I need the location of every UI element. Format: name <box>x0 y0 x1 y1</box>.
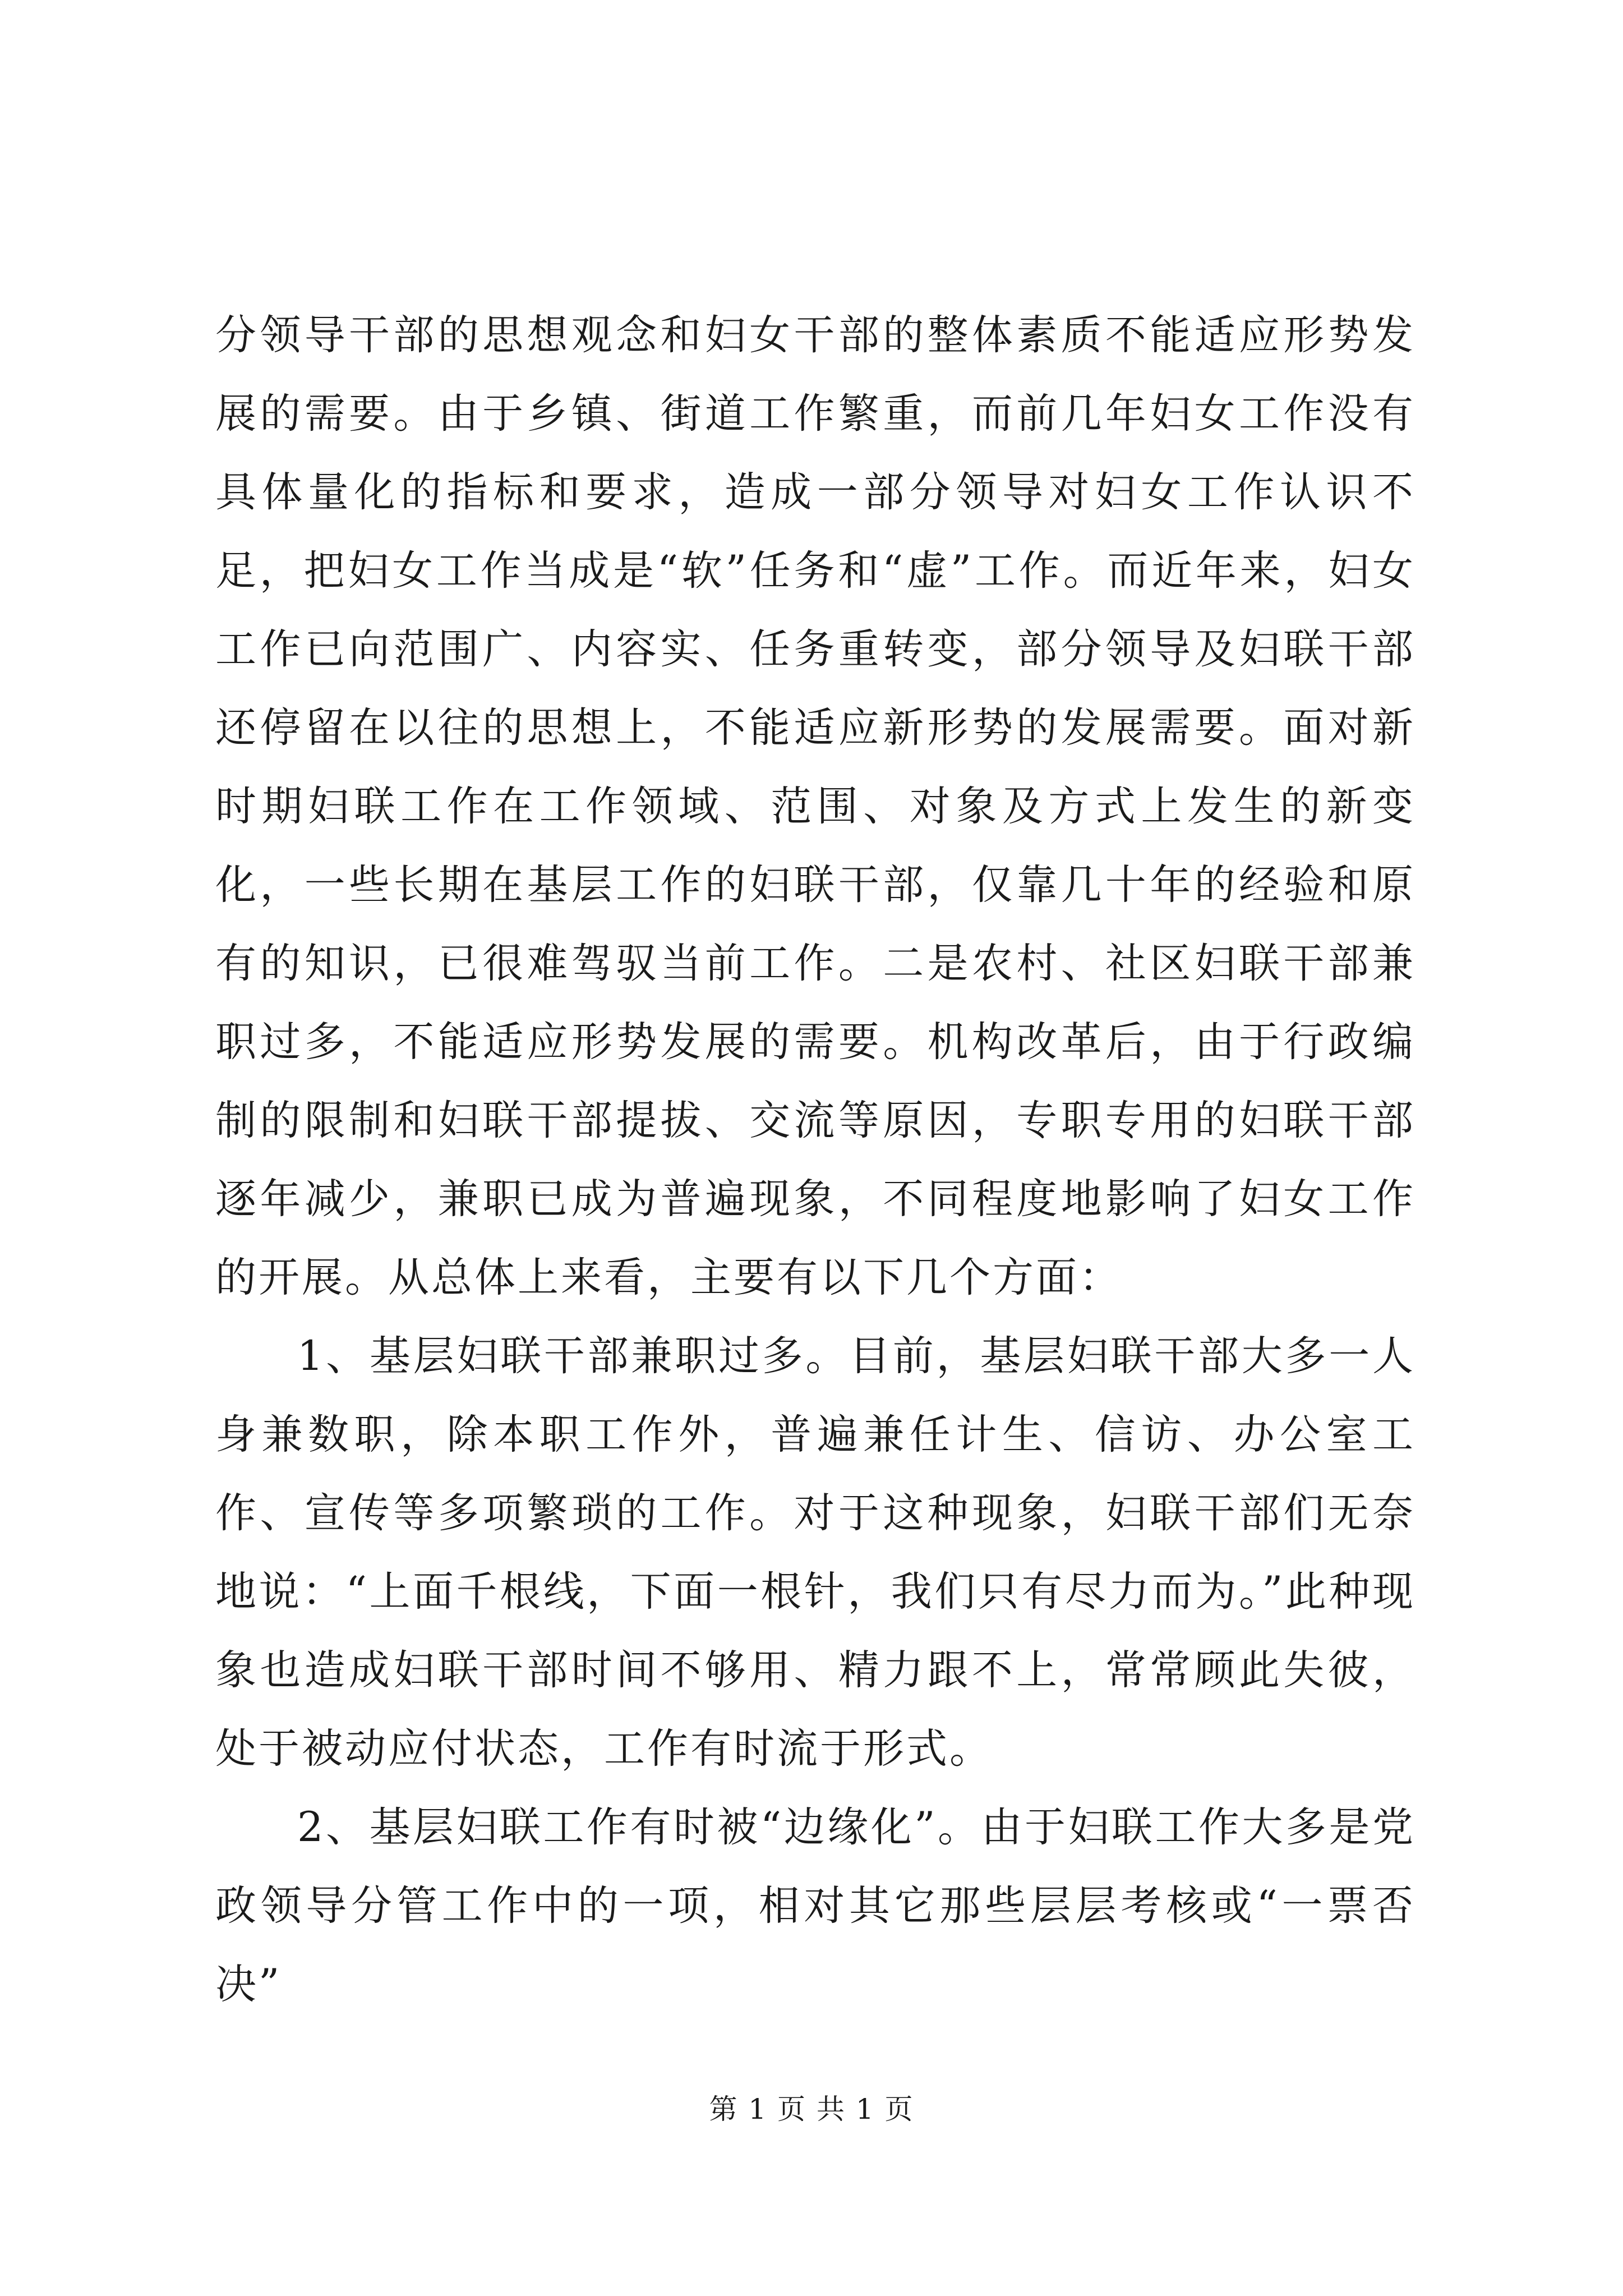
page-footer: 第 1 页 共 1 页 <box>709 2093 914 2125</box>
body-text <box>215 296 1415 2024</box>
paragraph-1: 分领导干部的思想观念和妇女干部的整体素质不能适应形势发展的需要。由于乡镇、街道工作繁重，而前几年妇女工作没有具体量化的指标和要求，造成一部分领导对妇女工作认识不足，把妇女工作当成是“软”任务和“虚”工作。而近年来，妇女工作已向范围广、内容实、任务重转变，部分领导及妇联干部还停留在以往的思想上，不能适应新形势的发展需要。面对新时期妇联工作在工作领域、范围、对象及方式上发生的新变化，一些长期在基层工作的妇联干部，仅靠几十年的经验和原有的知识，已很难驾驭当前工作。二是农村、社区妇联干部兼职过多，不能适应形势发展的需要。机构改革后，由于行政编制的限制和妇联干部提拔、交流等原因，专职专用的妇联干部逐年减少，兼职已成为普遍现象，不同程度地影响了妇女工作的开展。从总体上来看，主要有以下几个方面： <box>215 311 1415 1301</box>
paragraph-3: 2、基层妇联工作有时被“边缘化”。由于妇联工作大多是党政领导分管工作中的一项，相对其它那些层层考核或“一票否决” <box>215 1803 1415 2008</box>
paragraph-2: 1、基层妇联干部兼职过多。目前，基层妇联干部大多一人身兼数职，除本职工作外，普遍兼任计生、信访、办公室工作、宣传等多项繁琐的工作。对于这种现象，妇联干部们无奈地说：“上面千根线，下面一根针，我们只有尽力而为。”此种现象也造成妇联干部时间不够用、精力跟不上，常常顾此失彼，处于被动应付状态，工作有时流于形式。 <box>215 1332 1415 1773</box>
